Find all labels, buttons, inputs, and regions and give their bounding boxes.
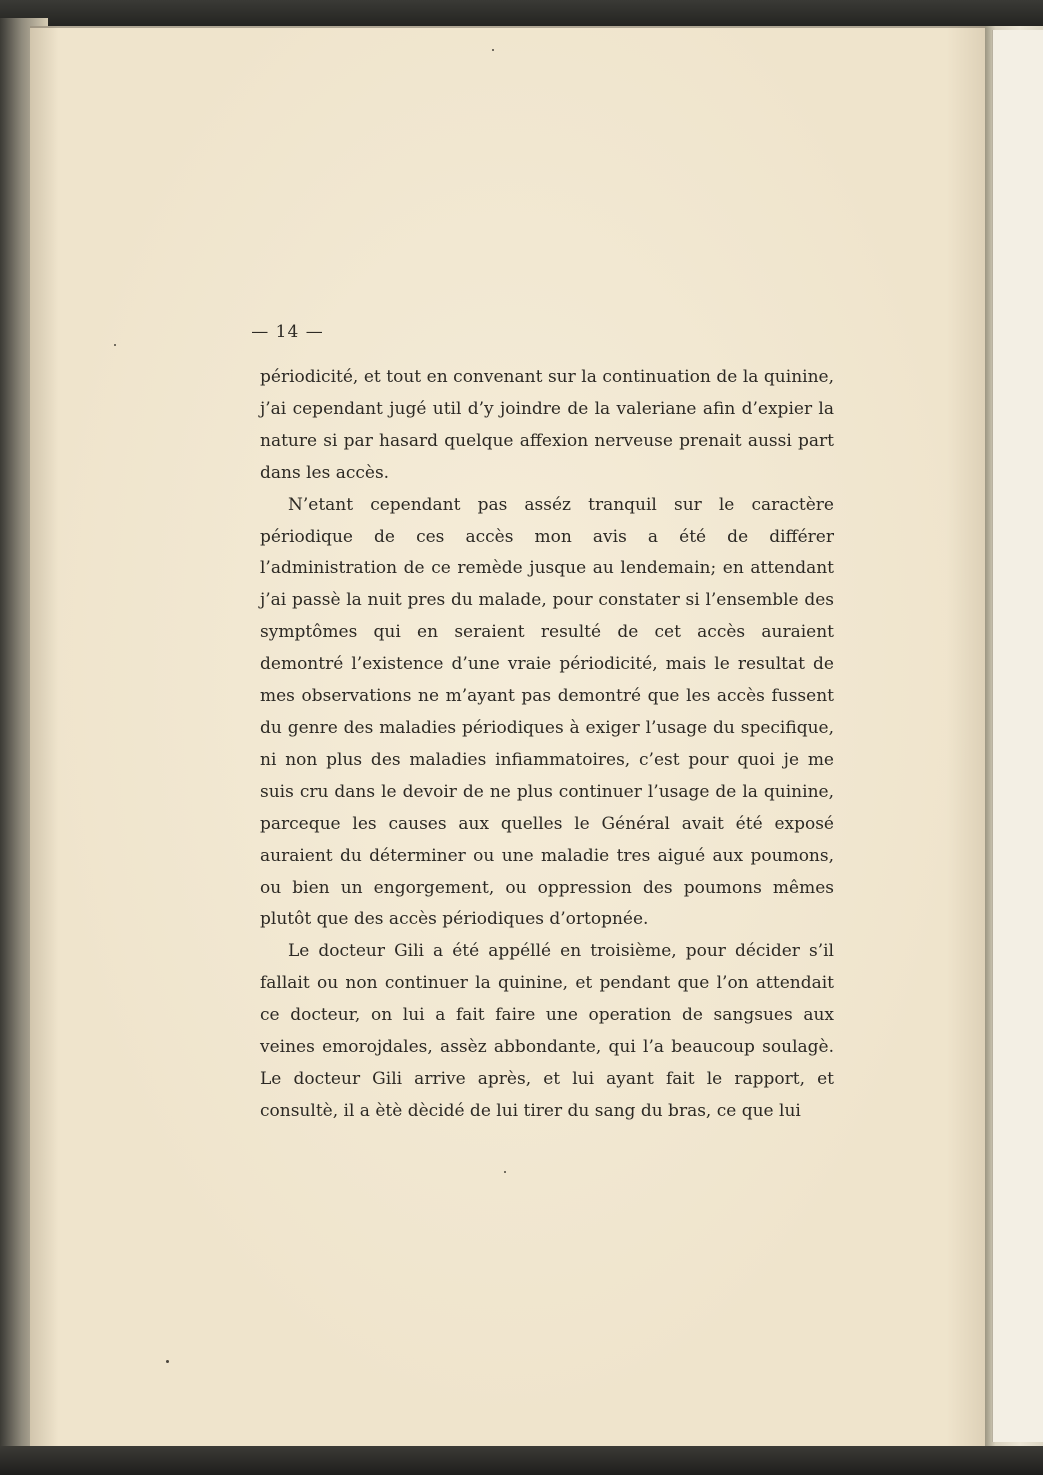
backing-board-top <box>0 0 1043 26</box>
book-page <box>30 26 985 1446</box>
paper-speck <box>166 1360 169 1363</box>
facing-page-sheet <box>992 30 1043 1442</box>
paragraph-1: périodicité, et tout en convenant sur la continuation de la quinine, j’ai cependant jugé util d’y joindre de la valeriane afin d’expier la nature si par hasard quelque affexion nerveuse prenait aussi part dans les accès. <box>260 367 834 483</box>
paragraph-3: Le docteur Gili a été appéllé en troisième, pour décider s’il fallait ou non continuer la quinine, et pendant que l’on attendait ce docteur, on lui a fait faire une operation de sangsues aux veines emorojdales, assèz abbondante, qui l’a beaucoup soulagè. Le docteur Gili arrive après, et lui ayant fait le rapport, et consultè, il a ètè dècidé de lui tirer du sang du bras, ce que lui <box>260 941 834 1121</box>
backing-board-bottom <box>0 1446 1043 1475</box>
paper-speck <box>492 49 494 51</box>
page-number: — 14 — <box>251 322 324 342</box>
paragraph-2: N’etant cependant pas asséz tranquil sur le caractère périodique de ces accès mon avis a été de différer l’administration de ce remède jusque au lendemain; en attendant j’ai passè la nuit pres du malade, pour constater si l’ensemble des symptômes qui en seraient resulté de cet accès auraient demontré l’existence d’une vraie périodicité, mais le resultat de mes observations ne m’ayant pas demontré que les accès fussent du genre des maladies périodiques à exiger l’usage du specifique, ni non plus des maladies infiammatoires, c’est pour quoi je me suis cru dans le devoir de ne plus continuer l’usage de la quinine, parceque les causes aux quelles le Général avait été exposé auraient du déterminer ou une maladie tres aigué aux poumons, ou bien un engorgement, ou oppression des poumons mêmes plutôt que des accès périodiques d’ortopnée. <box>260 494 834 930</box>
paper-speck <box>504 1171 506 1173</box>
body-text <box>260 362 834 1128</box>
paper-speck <box>114 344 116 346</box>
